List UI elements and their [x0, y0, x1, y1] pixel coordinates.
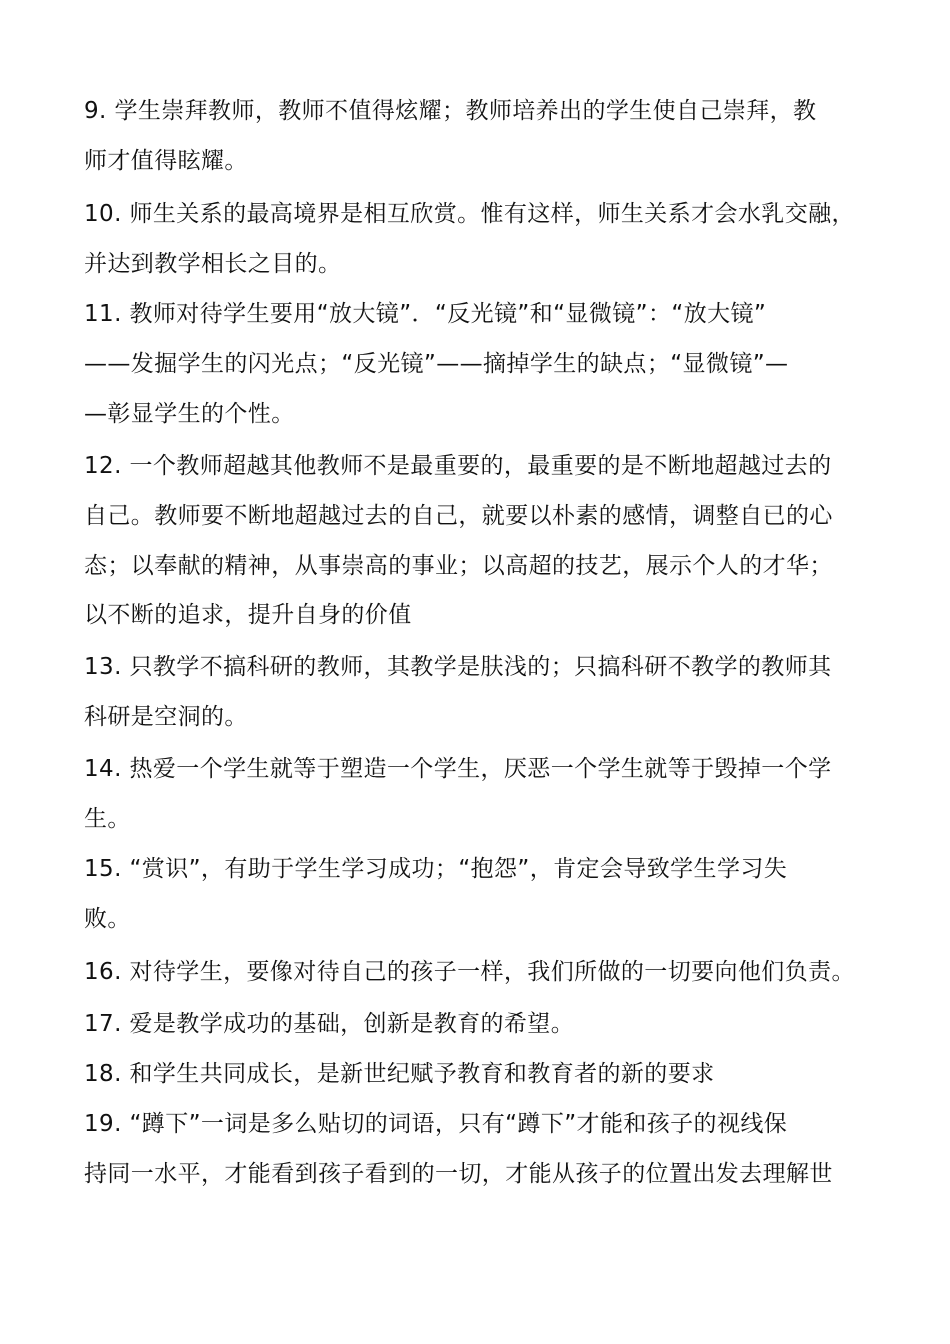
- text-line: 败。: [84, 906, 131, 932]
- text-line: 科研是空洞的。: [84, 704, 248, 730]
- text-line: 自己。教师要不断地超越过去的自己，就要以朴素的感情，调整自已的心: [84, 503, 833, 529]
- text-line: 师才值得眩耀。: [84, 148, 248, 174]
- text-line: 并达到教学相长之目的。: [84, 251, 342, 277]
- text-line: 9. 学生崇拜教师，教师不值得炫耀；教师培养出的学生使自己崇拜，教: [84, 98, 817, 124]
- text-line: 17. 爱是教学成功的基础，创新是教育的希望。: [84, 1011, 575, 1037]
- text-line: 12. 一个教师超越其他教师不是最重要的，最重要的是不断地超越过去的: [84, 453, 832, 479]
- text-line: —彰显学生的个性。: [84, 401, 295, 427]
- text-line: 14. 热爱一个学生就等于塑造一个学生，厌恶一个学生就等于毁掉一个学: [84, 756, 832, 782]
- text-line: 以不断的追求，提升自身的价值: [84, 602, 412, 628]
- text-line: 持同一水平，才能看到孩子看到的一切，才能从孩子的位置出发去理解世: [84, 1161, 833, 1187]
- text-line: 15. “赏识”，有助于学生学习成功；“抱怨”，肯定会导致学生学习失: [84, 856, 788, 882]
- text-line: 生。: [84, 806, 131, 832]
- text-line: 13. 只教学不搞科研的教师，其教学是肤浅的；只搞科研不教学的教师其: [84, 654, 832, 680]
- text-line: 11. 教师对待学生要用“放大镜”．“反光镜”和“显微镜”：“放大镜”: [84, 301, 767, 327]
- text-line: ——发掘学生的闪光点；“反光镜”——摘掉学生的缺点；“显微镜”—: [84, 351, 789, 377]
- text-line: 18. 和学生共同成长，是新世纪赋予教育和教育者的新的要求: [84, 1061, 715, 1087]
- text-line: 19. “蹲下”一词是多么贴切的词语，只有“蹲下”才能和孩子的视线保: [84, 1111, 788, 1137]
- text-line: 10. 师生关系的最高境界是相互欣赏。惟有这样，师生关系才会水乳交融，: [84, 201, 855, 227]
- text-line: 态；以奉献的精神，从事崇高的事业；以高超的技艺，展示个人的才华；: [84, 553, 833, 579]
- text-line: 16. 对待学生，要像对待自己的孩子一样，我们所做的一切要向他们负责。: [84, 959, 855, 985]
